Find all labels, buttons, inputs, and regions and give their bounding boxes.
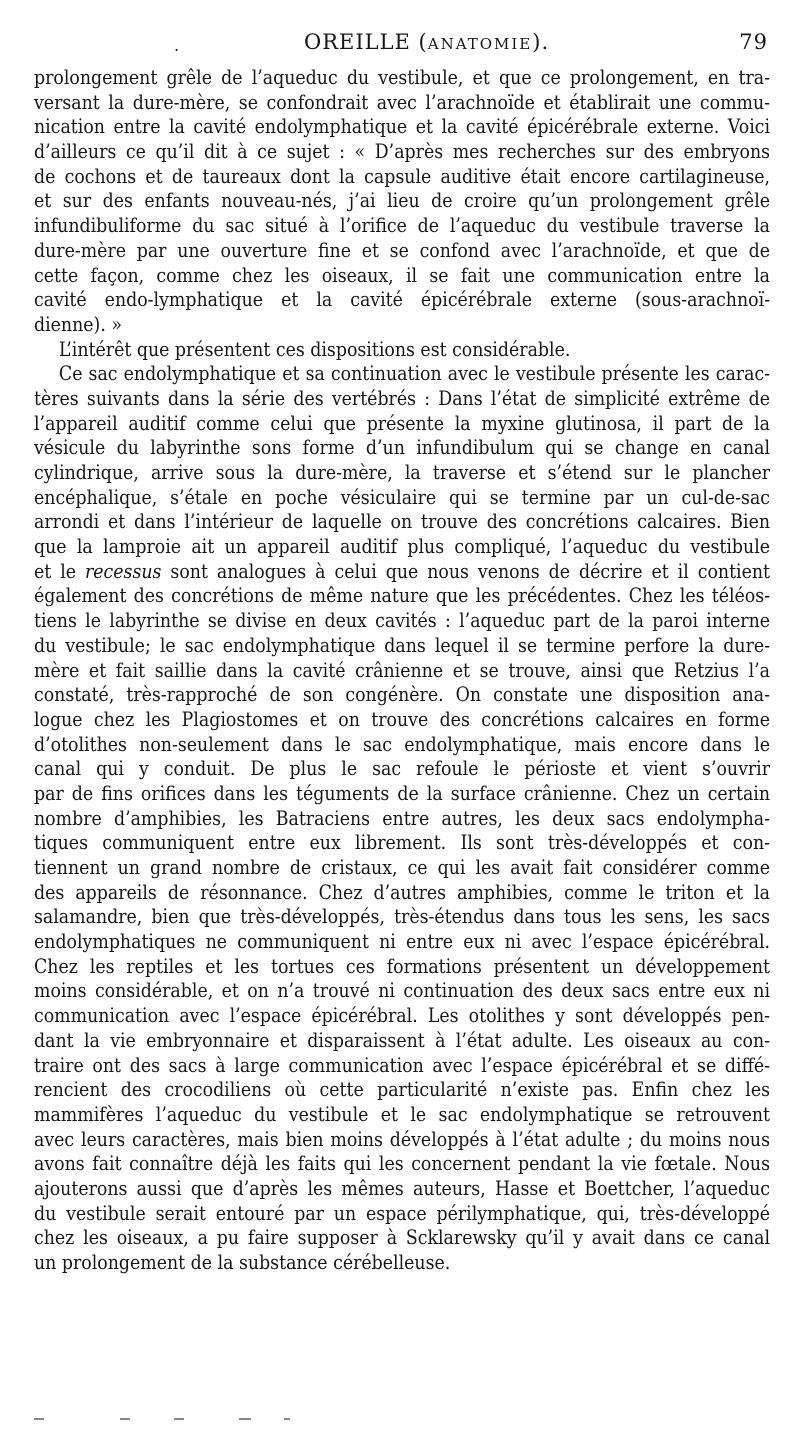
text-line: mère et fait saillie dans la cavité crânienne et se trouve, ainsi que Retzius l’a xyxy=(34,658,771,682)
page-number: 79 xyxy=(739,30,768,54)
text-line: tères suivants dans la série des vertébrés : Dans l’état de simplicité extrême de xyxy=(34,386,771,410)
text-line: l’appareil auditif comme celui que présente la myxine glutinosa, il part de la xyxy=(34,411,771,435)
text-line: ajouterons aussi que d’après les mêmes auteurs, Hasse et Boettcher, l’aqueduc xyxy=(34,1176,771,1200)
running-title-end: ). xyxy=(532,30,550,54)
italic-term: recessus xyxy=(84,559,162,583)
text-line: infundibuliforme du sac situé à l’orifice de l’aqueduc du vestibule traverse la xyxy=(34,214,771,238)
text-line: dure-mère par une ouverture fine et se confond avec l’arachnoïde, et que de xyxy=(34,238,771,262)
text-line: des appareils de résonnance. Chez d’autres amphibies, comme le triton et la xyxy=(34,880,771,904)
scan-mark xyxy=(120,1418,130,1420)
text-line: constaté, très-rapproché de son congénère. On constate une disposition ana- xyxy=(34,683,771,707)
text-line: que la lamproie ait un appareil auditif plus compliqué, l’aqueduc du vestibule xyxy=(34,535,771,559)
text-segment: et le xyxy=(34,559,85,583)
text-line: versant la dure-mère, se confondrait avec l’arachnoïde et établirait une commu- xyxy=(34,90,771,114)
footer-scan-marks xyxy=(34,1418,334,1422)
text-line: de cochons et de taureaux dont la capsule auditive était encore cartilagineuse, xyxy=(34,164,771,188)
text-line: mammifères l’aqueduc du vestibule et le sac endolymphatique se retrouvent xyxy=(34,1102,771,1126)
text-line: vésicule du labyrinthe sons forme d’un infundibulum qui se change en canal xyxy=(34,436,771,460)
text-line: et sur des enfants nouveau-nés, j’ai lieu de croire qu’un prolongement grêle xyxy=(34,189,771,213)
text-line: tiennent un grand nombre de cristaux, ce qui les avait fait considérer comme xyxy=(34,856,771,879)
text-line: salamandre, bien que très-développés, très-étendus dans tous les sens, les sacs xyxy=(34,905,771,929)
body-text xyxy=(34,66,770,1276)
running-title-small-caps: ANATOMIE xyxy=(427,35,533,53)
text-line: d’otolithes non-seulement dans le sac endolymphatique, mais encore dans le xyxy=(34,732,771,756)
text-line xyxy=(34,560,770,585)
text-line: arrondi et dans l’intérieur de laquelle on trouve des concrétions calcaires. Bien xyxy=(34,510,771,534)
page xyxy=(34,30,770,1276)
running-header xyxy=(34,30,770,66)
text-line: dienne). » xyxy=(34,312,122,336)
text-line: également des concrétions de même nature que les précédentes. Chez les téléos- xyxy=(34,584,771,608)
text-line: logue chez les Plagiostomes et on trouve des concrétions calcaires en forme xyxy=(34,707,771,731)
text-line: cette façon, comme chez les oiseaux, il se fait une communication entre la xyxy=(34,263,771,287)
running-title xyxy=(304,30,549,54)
text-line: Chez les reptiles et les tortues ces formations présentent un développement xyxy=(34,954,771,978)
text-line: du vestibule; le sac endolymphatique dans lequel il se termine perfore la dure- xyxy=(34,633,771,657)
text-line: tiens le labyrinthe se divise en deux cavités : l’aqueduc part de la paroi interne xyxy=(34,609,771,633)
text-segment: sont analogues à celui que nous venons de décrire et il contient xyxy=(161,559,771,583)
text-line: nication entre la cavité endolymphatique et la cavité épicérébrale externe. Voici xyxy=(34,115,771,139)
text-line: avons fait connaître déjà les faits qui les concernent pendant la vie fœtale. Nous xyxy=(34,1152,771,1176)
text-line: tiques communiquent entre eux librement. Ils sont très-développés et con- xyxy=(34,831,771,855)
text-line: canal qui y conduit. De plus le sac refoule le périoste et vient s’ouvrir xyxy=(34,757,771,781)
text-line: rencient des crocodiliens où cette particularité n’existe pas. Enfin chez les xyxy=(34,1078,771,1102)
text-line: par de fins orifices dans les téguments de la surface crânienne. Chez un certain xyxy=(34,781,771,805)
text-line: L’intérêt que présentent ces dispositions est considérable. xyxy=(58,337,571,361)
text-line: dant la vie embryonnaire et disparaissent à l’état adulte. Les oiseaux au con- xyxy=(34,1028,771,1052)
text-line: communication avec l’espace épicérébral. Les otolithes y sont développés pen- xyxy=(34,1004,771,1028)
scan-mark xyxy=(34,1418,44,1420)
scan-mark xyxy=(284,1418,290,1420)
text-line: traire ont des sacs à large communication avec l’espace épicérébral et se diffé- xyxy=(34,1053,771,1077)
running-title-main: OREILLE ( xyxy=(304,30,428,54)
text-line: chez les oiseaux, a pu faire supposer à Scklarewsky qu’il y avait dans ce canal xyxy=(34,1226,771,1250)
text-line: prolongement grêle de l’aqueduc du vestibule, et que ce prolongement, en tra- xyxy=(34,66,771,89)
header-dot: . xyxy=(174,36,181,55)
text-line: endolymphatiques ne communiquent ni entre eux ni avec l’espace épicérébral. xyxy=(34,930,771,954)
text-line: du vestibule serait entouré par un espace périlymphatique, qui, très-développé xyxy=(34,1201,771,1225)
text-line: moins considérable, et on n’a trouvé ni continuation des deux sacs entre eux ni xyxy=(34,979,771,1003)
scan-mark xyxy=(174,1418,184,1420)
text-line: nombre d’amphibies, les Batraciens entre autres, les deux sacs endolympha- xyxy=(34,806,771,830)
text-line: encéphalique, s’étale en poche vésiculaire qui se termine par un cul-de-sac xyxy=(34,485,771,509)
text-line: cavité endo-lymphatique et la cavité épicérébrale externe (sous-arachnoï- xyxy=(34,288,771,312)
text-line: avec leurs caractères, mais bien moins développés à l’état adulte ; du moins nous xyxy=(34,1127,771,1151)
text-line: d’ailleurs ce qu’il dit à ce sujet : « D’après mes recherches sur des embryons xyxy=(34,140,771,164)
text-line: Ce sac endolymphatique et sa continuation avec le vestibule présente les carac- xyxy=(58,362,771,386)
scan-mark xyxy=(239,1418,251,1420)
text-line: un prolongement de la substance cérébelleuse. xyxy=(34,1251,451,1274)
text-line: cylindrique, arrive sous la dure-mère, la traverse et s’étend sur le plancher xyxy=(34,461,771,484)
